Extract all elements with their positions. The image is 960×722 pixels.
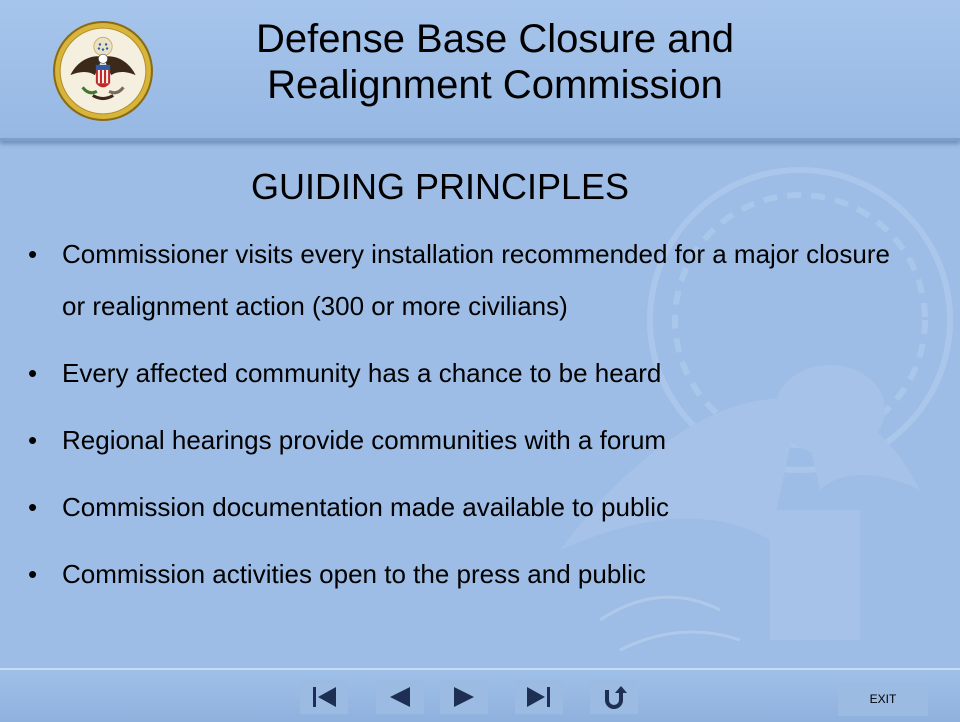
first-slide-button[interactable]: [300, 680, 348, 714]
navigation-bar: [0, 668, 960, 722]
previous-slide-button[interactable]: [376, 680, 424, 714]
eagle-seal-logo: [52, 20, 154, 122]
slide-header: [0, 0, 960, 141]
skip-to-start-icon: [310, 685, 338, 709]
title-line-2: Realignment Commission: [267, 63, 723, 107]
last-slide-button[interactable]: [515, 680, 563, 714]
slide-heading: GUIDING PRINCIPLES: [250, 166, 630, 207]
return-arrow-icon: [600, 684, 628, 710]
title-line-1: Defense Base Closure and: [255, 17, 735, 61]
bullet-list: [0, 228, 902, 615]
arrow-left-icon: [386, 685, 414, 709]
list-item: • Commission activities open to the press and public: [0, 548, 902, 600]
list-item: • Commissioner visits every installation recommended for a major closure or realignment action (300 or more civilians): [0, 228, 902, 332]
return-button[interactable]: [590, 680, 638, 714]
list-item: • Regional hearings provide communities with a forum: [0, 414, 902, 466]
list-item: • Every affected community has a chance to be heard: [0, 347, 902, 399]
exit-button[interactable]: EXIT: [838, 682, 928, 716]
arrow-right-icon: [450, 685, 478, 709]
skip-to-end-icon: [525, 685, 553, 709]
page-title: [170, 16, 820, 108]
next-slide-button[interactable]: [440, 680, 488, 714]
list-item: • Commission documentation made available to public: [0, 481, 902, 533]
